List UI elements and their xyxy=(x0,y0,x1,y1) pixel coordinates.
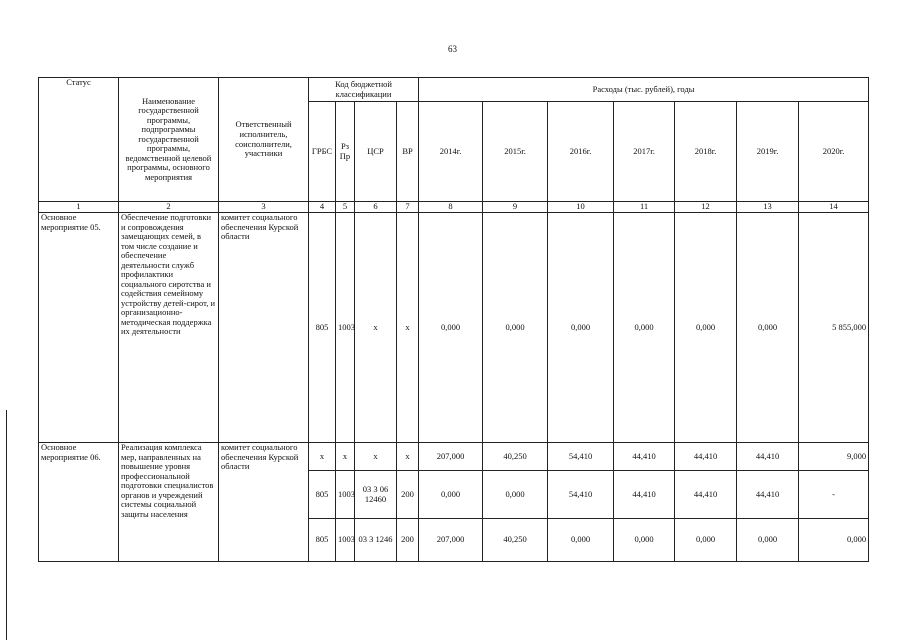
row-status: Основное мероприятие 06. xyxy=(39,443,119,562)
cell-vr: 200 xyxy=(397,471,419,519)
header-year: 2015г. xyxy=(483,102,548,202)
row-executor: комитет социального обеспечения Курской области xyxy=(219,443,309,562)
cell-value: 0,000 xyxy=(483,471,548,519)
cell-rz-pr: 1003 xyxy=(336,471,355,519)
header-year: 2014г. xyxy=(419,102,483,202)
column-number: 10 xyxy=(548,202,614,213)
cell-value: 0,000 xyxy=(737,519,799,562)
cell-value: 0,000 xyxy=(548,213,614,443)
cell-rz-pr: 1003 xyxy=(336,213,355,443)
cell-value: 44,410 xyxy=(737,443,799,471)
column-number: 2 xyxy=(119,202,219,213)
header-csr: ЦСР xyxy=(355,102,397,202)
header-year: 2016г. xyxy=(548,102,614,202)
header-year: 2020г. xyxy=(799,102,869,202)
header-rz-pr: Рз Пр xyxy=(336,102,355,202)
cell-value: 40,250 xyxy=(483,519,548,562)
cell-value: 207,000 xyxy=(419,443,483,471)
row-status: Основное мероприятие 05. xyxy=(39,213,119,443)
cell-value: 40,250 xyxy=(483,443,548,471)
column-number: 8 xyxy=(419,202,483,213)
column-number-row xyxy=(39,202,869,213)
cell-value: 0,000 xyxy=(737,213,799,443)
column-number: 7 xyxy=(397,202,419,213)
column-number: 12 xyxy=(675,202,737,213)
cell-value: 44,410 xyxy=(614,443,675,471)
cell-value: 0,000 xyxy=(548,519,614,562)
cell-grbs: 805 xyxy=(309,213,336,443)
cell-grbs: 805 xyxy=(309,519,336,562)
column-number: 1 xyxy=(39,202,119,213)
header-year: 2017г. xyxy=(614,102,675,202)
column-number: 14 xyxy=(799,202,869,213)
cell-value: 0,000 xyxy=(419,471,483,519)
cell-csr: 03 3 1246 xyxy=(355,519,397,562)
header-expenses: Расходы (тыс. рублей), годы xyxy=(419,78,869,102)
column-number: 11 xyxy=(614,202,675,213)
cell-value: 44,410 xyxy=(675,443,737,471)
row-name: Обеспечение подготовки и сопровождения замещающих семей, в том числе создание и обеспечение деятельности служб профилактики социального сиротства и содействия семейному устройству детей-сирот, и организационно-методическая поддержка их деятельности xyxy=(119,213,219,443)
cell-rz-pr: х xyxy=(336,443,355,471)
budget-table xyxy=(38,77,869,562)
cell-value: 0,000 xyxy=(419,213,483,443)
cell-vr: 200 xyxy=(397,519,419,562)
cell-value: 9,000 xyxy=(799,443,869,471)
header-grbs: ГРБС xyxy=(309,102,336,202)
page-number: 63 xyxy=(448,44,457,54)
cell-grbs: х xyxy=(309,443,336,471)
cell-value: 0,000 xyxy=(614,213,675,443)
header-status: Статус xyxy=(39,78,119,202)
cell-vr: х xyxy=(397,443,419,471)
header-year: 2018г. xyxy=(675,102,737,202)
column-number: 4 xyxy=(309,202,336,213)
table-row xyxy=(39,213,869,443)
cell-grbs: 805 xyxy=(309,471,336,519)
cell-rz-pr: 1003 xyxy=(336,519,355,562)
cell-vr: х xyxy=(397,213,419,443)
cell-value: - xyxy=(799,471,869,519)
cell-value: 44,410 xyxy=(675,471,737,519)
cell-value: 54,410 xyxy=(548,443,614,471)
row-executor: комитет социального обеспечения Курской области xyxy=(219,213,309,443)
cell-csr: х xyxy=(355,443,397,471)
header-budget-code: Код бюджетной классификации xyxy=(309,78,419,102)
cell-value: 0,000 xyxy=(675,213,737,443)
cell-value: 5 855,000 xyxy=(799,213,869,443)
column-number: 9 xyxy=(483,202,548,213)
column-number: 13 xyxy=(737,202,799,213)
cell-csr: 03 3 06 12460 xyxy=(355,471,397,519)
cell-value: 207,000 xyxy=(419,519,483,562)
column-number: 6 xyxy=(355,202,397,213)
table-row xyxy=(39,443,869,471)
cell-value: 44,410 xyxy=(737,471,799,519)
cell-value: 54,410 xyxy=(548,471,614,519)
cell-value: 0,000 xyxy=(483,213,548,443)
column-number: 5 xyxy=(336,202,355,213)
header-name: Наименование государственной программы, подпрограммы государственной программы, ведомственной целевой программы, основного мероприятия xyxy=(119,78,219,202)
header-row xyxy=(39,78,869,102)
cell-value: 44,410 xyxy=(614,471,675,519)
cell-value: 0,000 xyxy=(799,519,869,562)
column-number: 3 xyxy=(219,202,309,213)
header-vr: ВР xyxy=(397,102,419,202)
header-year: 2019г. xyxy=(737,102,799,202)
scan-margin-line xyxy=(6,410,7,640)
header-executor: Ответственный исполнитель, соисполнители, участники xyxy=(219,78,309,202)
row-name: Реализация комплекса мер, направленных на повышение уровня профессиональной подготовки специалистов органов и учреждений системы социальной защиты населения xyxy=(119,443,219,562)
cell-value: 0,000 xyxy=(614,519,675,562)
cell-value: 0,000 xyxy=(675,519,737,562)
cell-csr: х xyxy=(355,213,397,443)
